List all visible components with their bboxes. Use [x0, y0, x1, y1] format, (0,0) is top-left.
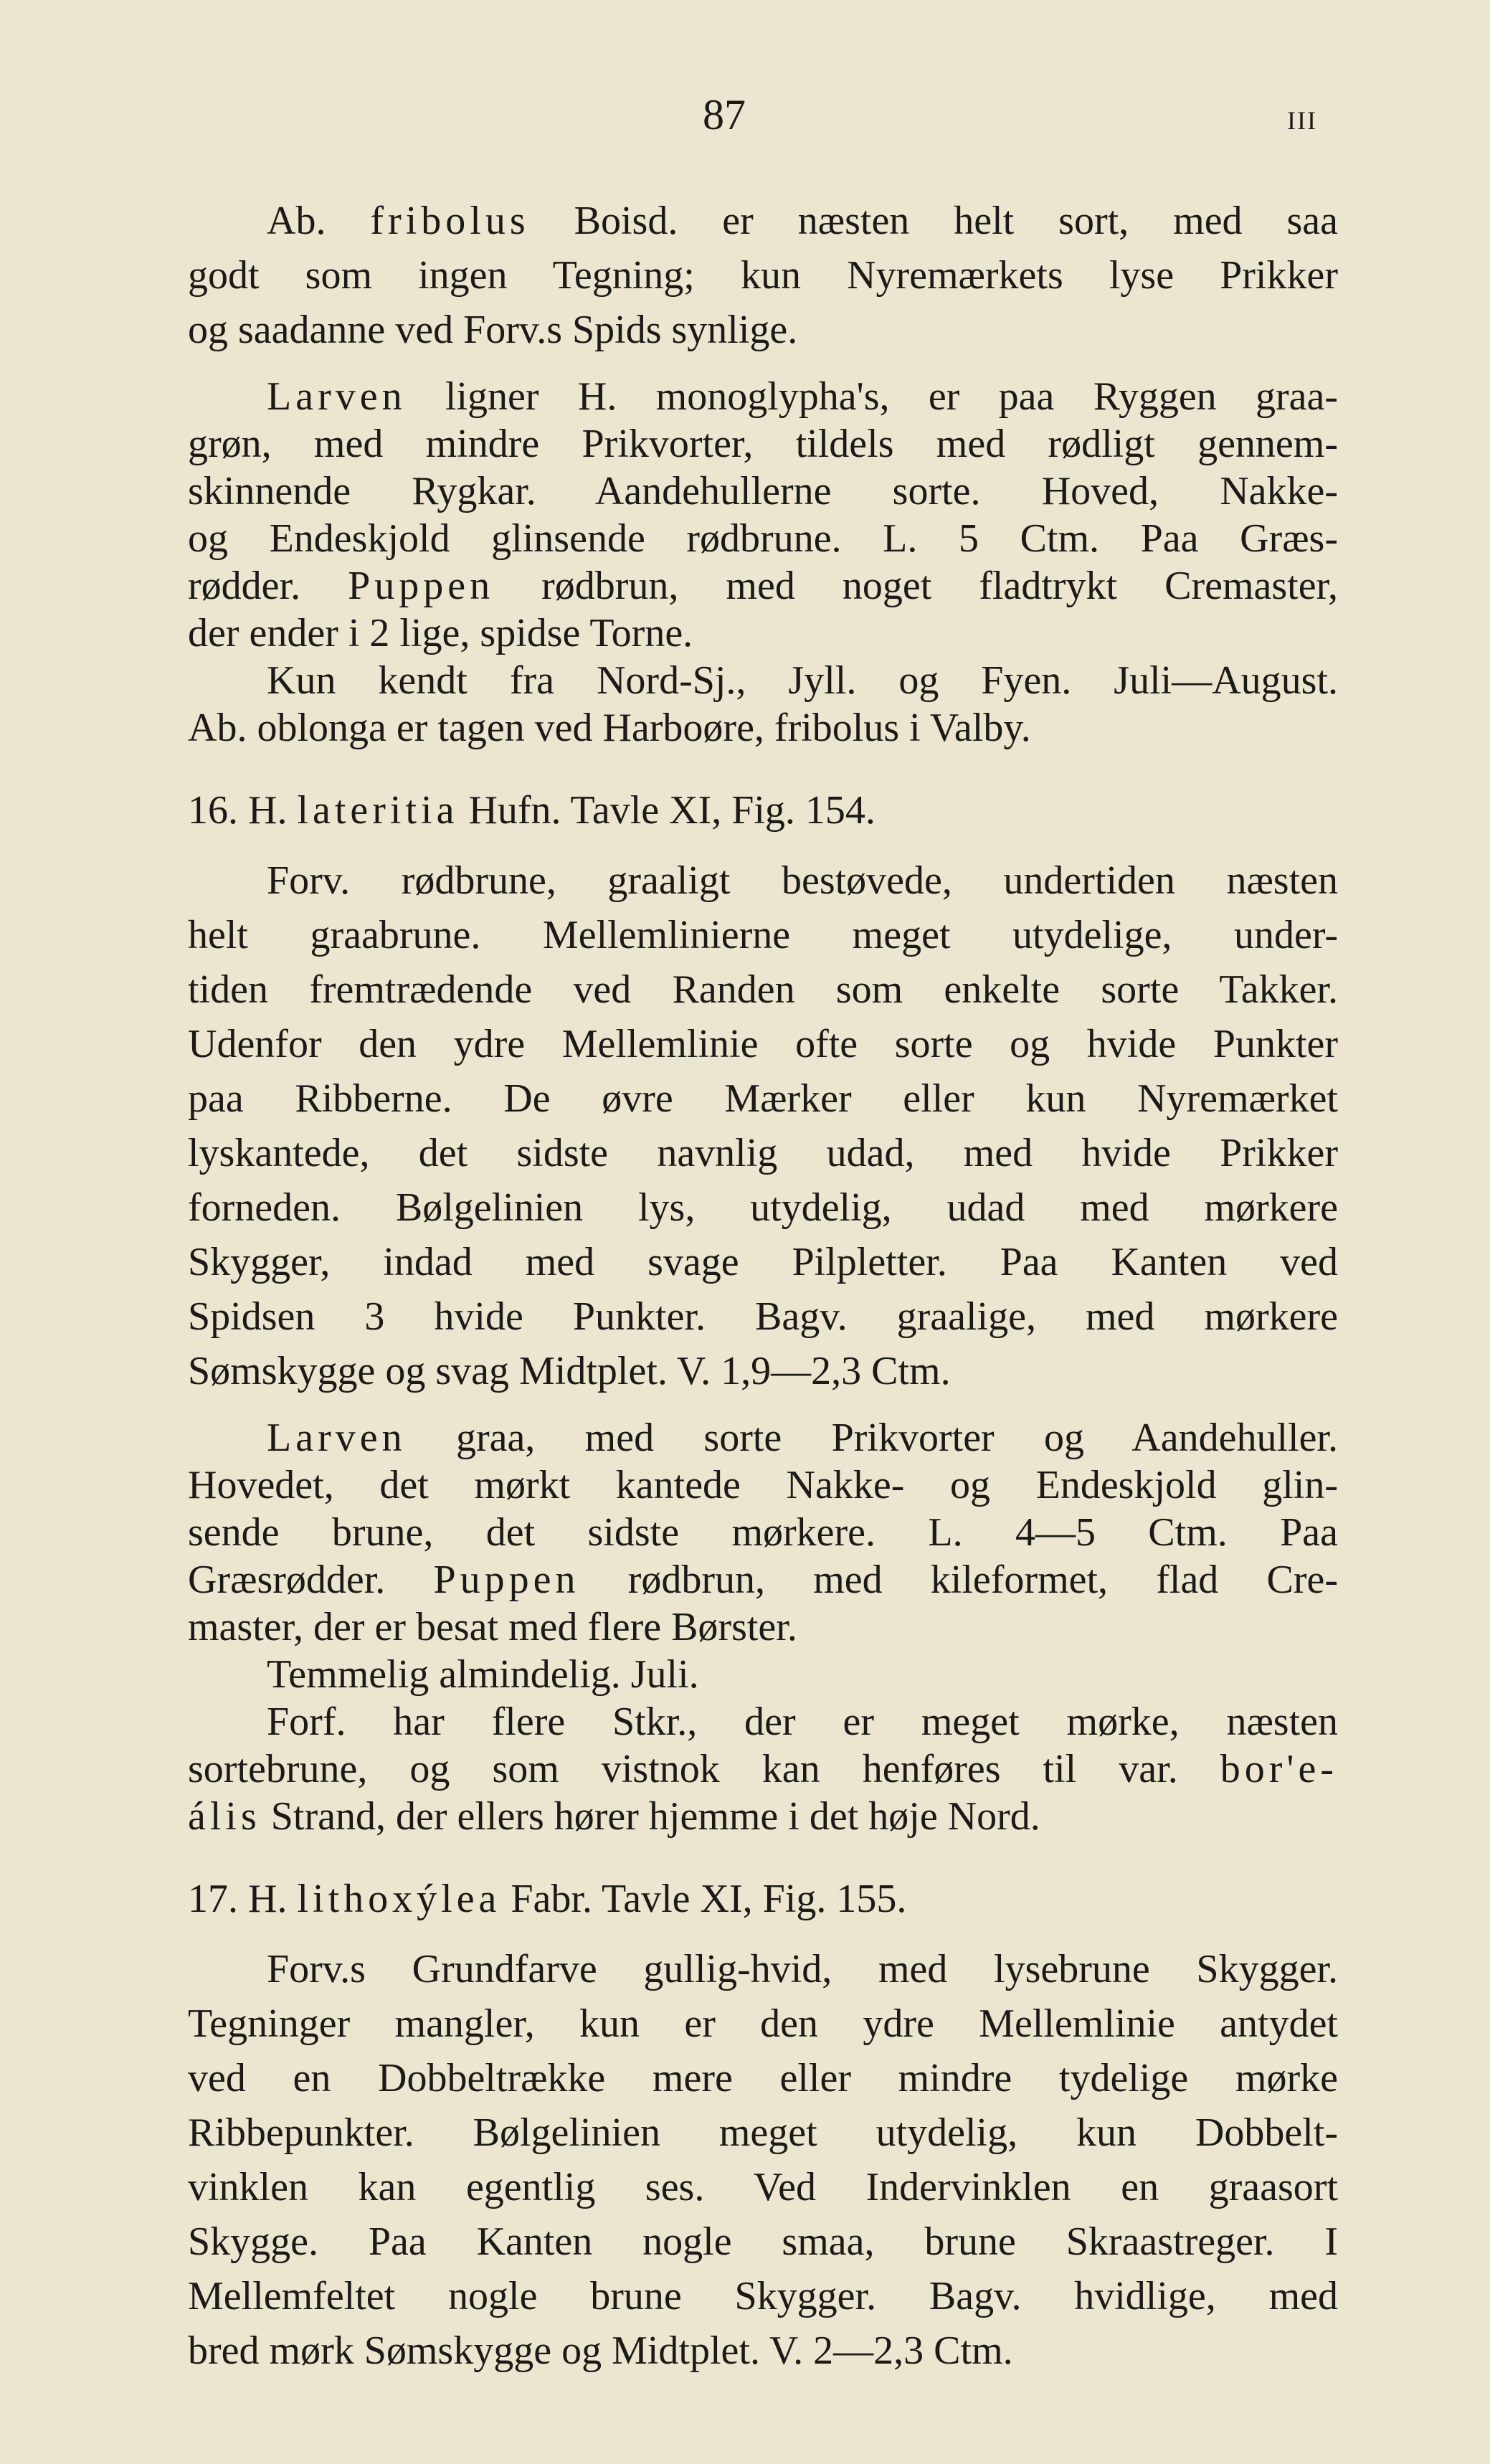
species-17-description-line-6: Skygge. Paa Kanten nogle smaa, brune Skraastreger. I — [188, 2219, 1338, 2264]
genus: H. — [248, 788, 288, 833]
species-16-description-line-1: Forv. rødbrune, graaligt bestøvede, undertiden næsten — [267, 858, 1338, 903]
species-16-frequency: Temmelig almindelig. Juli. — [267, 1652, 699, 1697]
species-16-description-line-10: Sømskygge og svag Midtplet. V. 1,9—2,3 Ctm. — [188, 1349, 951, 1393]
species-number: 16. — [188, 788, 238, 833]
pupa-prefix: rødder. — [188, 564, 301, 608]
species-16-description-line-9: Spidsen 3 hvide Punkter. Bagv. graalige, med mørkere — [188, 1294, 1338, 1339]
larva-label: Larven — [267, 374, 407, 419]
fribolus-paragraph-line-3: og saadanne ved Forv.s Spids synlige. — [188, 308, 798, 352]
pupa-text: rødbrun, med noget fladtrykt Cremaster, — [541, 564, 1338, 608]
species-16-pupa-line-2: master, der er besat med flere Børster. — [188, 1605, 797, 1649]
species-16-description-line-4: Udenfor den ydre Mellemlinie ofte sorte og hvide Punkter — [188, 1022, 1338, 1066]
species-17-description-line-7: Mellemfeltet nogle brune Skygger. Bagv. hvidlige, med — [188, 2274, 1338, 2318]
page-header — [0, 86, 1490, 143]
note-text-end: Strand, der ellers hører hjemme i det høje Nord. — [270, 1794, 1040, 1839]
species-16-note-line-3 — [188, 1793, 1338, 1840]
species-16-description-line-5: paa Ribberne. De øvre Mærker eller kun Nyremærket — [188, 1076, 1338, 1121]
fribolus-paragraph-line-2: godt som ingen Tegning; kun Nyremærkets lyse Prikker — [188, 253, 1338, 298]
larva-paragraph-line-4: og Endeskjold glinsende rødbrune. L. 5 Ctm. Paa Græs- — [188, 516, 1338, 561]
species-17-description-line-2: Tegninger mangler, kun er den ydre Mellemlinie antydet — [188, 2001, 1338, 2046]
species-16-note-line-2 — [188, 1745, 1338, 1793]
genus: H. — [248, 1877, 288, 1921]
species-16-description-line-7: forneden. Bølgelinien lys, utydelig, udad med mørkere — [188, 1185, 1338, 1230]
species-16-description-line-8: Skygger, indad med svage Pilpletter. Paa Kanten ved — [188, 1240, 1338, 1284]
pupa-label: Puppen — [433, 1558, 580, 1602]
species-17-description-line-8: bred mørk Sømskygge og Midtplet. V. 2—2,3 Ctm. — [188, 2328, 1013, 2373]
species-number: 17. — [188, 1877, 238, 1921]
species-16-larva-line-1 — [188, 1414, 1338, 1461]
pupa-label: Puppen — [348, 564, 495, 608]
larva-paragraph-line-2: grøn, med mindre Prikvorter, tildels med rødligt gennem- — [188, 422, 1338, 466]
species-name: lithoxýlea — [297, 1877, 501, 1921]
body-text — [188, 194, 1338, 2378]
ab-prefix: Ab. — [267, 199, 326, 243]
variety-name-end: ális — [188, 1794, 261, 1839]
larva-text: graa, med sorte Prikvorter og Aandehuller. — [455, 1416, 1338, 1460]
page-number: 87 — [703, 91, 746, 138]
species-16-pupa-line-1 — [188, 1556, 1338, 1603]
fribolus-text: Boisd. er næsten helt sort, med saa — [574, 199, 1339, 243]
pupa-prefix: Græsrødder. — [188, 1558, 386, 1602]
larva-paragraph-line-3: skinnende Rygkar. Aandehullerne sorte. Hoved, Nakke- — [188, 469, 1338, 513]
species-17-heading — [188, 1872, 1338, 1926]
species-reference: Fabr. Tavle XI, Fig. 155. — [511, 1877, 907, 1921]
fribolus-paragraph-line-1 — [188, 194, 1338, 248]
larva-text: ligner H. monoglypha's, er paa Ryggen graa- — [445, 374, 1339, 419]
distribution-line: Kun kendt fra Nord-Sj., Jyll. og Fyen. Juli—August. — [267, 658, 1338, 703]
signature-mark: III — [1287, 106, 1317, 135]
species-16-heading — [188, 783, 1338, 838]
species-17-description-line-4: Ribbepunkter. Bølgelinien meget utydelig, kun Dobbelt- — [188, 2110, 1338, 2155]
species-reference: Hufn. Tavle XI, Fig. 154. — [468, 788, 876, 833]
pupa-paragraph-line-2: der ender i 2 lige, spidse Torne. — [188, 611, 693, 655]
larva-paragraph-line-1 — [188, 373, 1338, 420]
variety-name-start: bor'e- — [1220, 1747, 1338, 1791]
species-16-larva-line-3: sende brune, det sidste mørkere. L. 4—5 Ctm. Paa — [188, 1510, 1338, 1555]
larva-label: Larven — [267, 1416, 407, 1460]
species-16-note-line-1: Forf. har flere Stkr., der er meget mørke, næsten — [267, 1700, 1338, 1744]
species-name: lateritia — [297, 788, 459, 833]
species-16-description-line-2: helt graabrune. Mellemlinierne meget utydelige, under- — [188, 913, 1338, 957]
species-name-fribolus: fribolus — [370, 199, 530, 243]
pupa-paragraph-line-1 — [188, 562, 1338, 610]
species-16-description-line-3: tiden fremtrædende ved Randen som enkelte sorte Takker. — [188, 967, 1338, 1012]
pupa-text: rødbrun, med kileformet, flad Cre- — [627, 1558, 1339, 1602]
species-17-description-line-1: Forv.s Grundfarve gullig-hvid, med lysebrune Skygger. — [267, 1947, 1338, 1991]
note-text: sortebrune, og som vistnok kan henføres til var. — [188, 1747, 1178, 1791]
species-16-description-line-6: lyskantede, det sidste navnlig udad, med hvide Prikker — [188, 1131, 1338, 1175]
species-17-description-line-3: ved en Dobbeltrække mere eller mindre tydelige mørke — [188, 2056, 1338, 2100]
note-line: Ab. oblonga er tagen ved Harboøre, fribolus i Valby. — [188, 706, 1031, 750]
species-17-description-line-5: vinklen kan egentlig ses. Ved Indervinklen en graasort — [188, 2165, 1338, 2209]
species-16-larva-line-2: Hovedet, det mørkt kantede Nakke- og Endeskjold glin- — [188, 1463, 1338, 1507]
